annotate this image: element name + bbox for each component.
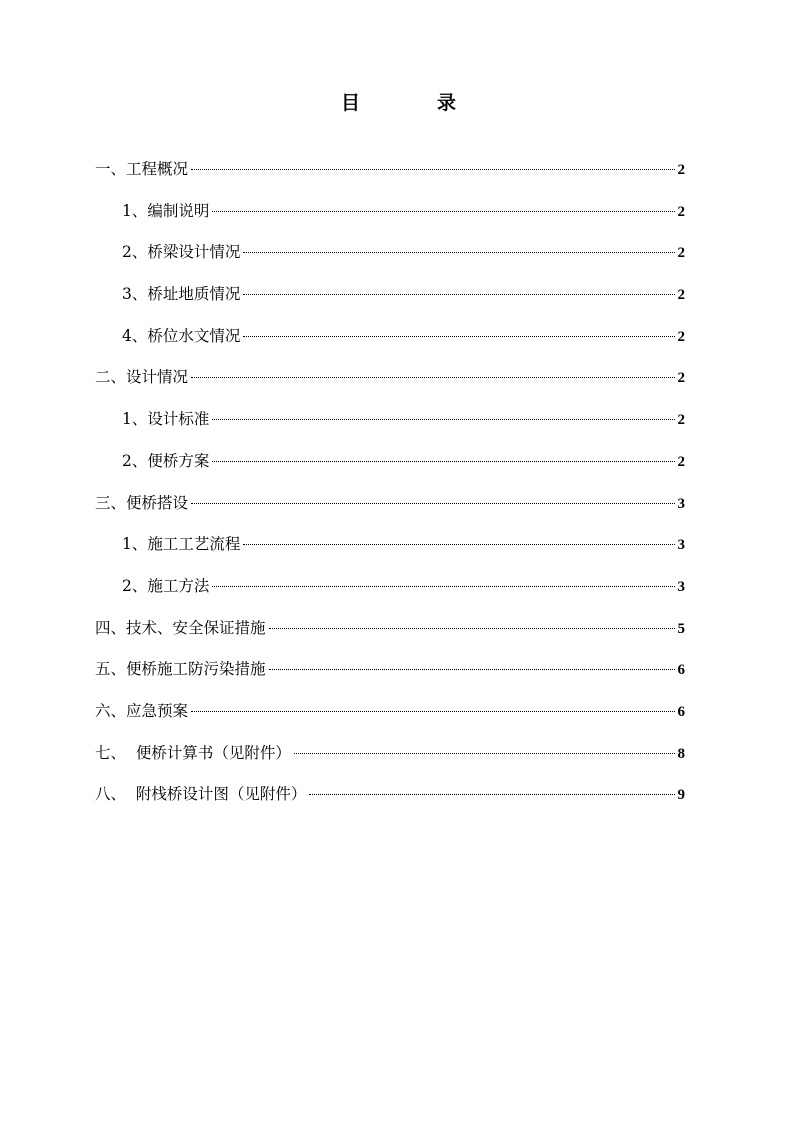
toc-entry-label: 2、桥梁设计情况 [122, 243, 241, 262]
toc-entry-page-number: 2 [677, 328, 685, 345]
toc-dot-leader [191, 711, 675, 712]
toc-dot-leader [243, 294, 675, 295]
toc-entry-page-number: 2 [677, 287, 685, 304]
toc-entry-page-number: 3 [677, 495, 685, 512]
toc-entry[interactable] [95, 530, 685, 572]
toc-dot-leader [243, 544, 675, 545]
toc-entry-label: 一、工程概况 [95, 160, 189, 178]
toc-dot-leader [309, 794, 675, 795]
toc-dot-leader [269, 628, 675, 629]
toc-entry[interactable] [95, 280, 685, 322]
page-title [0, 90, 794, 116]
toc-entry-label: 1、施工工艺流程 [122, 535, 241, 554]
toc-dot-leader [191, 377, 675, 378]
toc-entry-page-number: 2 [677, 245, 685, 262]
toc-entry-label: 1、设计标准 [122, 410, 210, 429]
toc-dot-leader [243, 336, 675, 337]
toc-entry-page-number: 6 [677, 662, 685, 679]
toc-entry[interactable] [95, 322, 685, 364]
toc-entry[interactable] [95, 572, 685, 614]
toc-entry[interactable] [95, 739, 685, 781]
toc-entry[interactable] [95, 655, 685, 697]
toc-entry-label: 二、设计情况 [95, 368, 189, 387]
toc-entry-page-number: 2 [677, 412, 685, 429]
toc-entry-page-number: 3 [677, 578, 685, 595]
toc-entry-page-number: 5 [677, 620, 685, 637]
table-of-contents [95, 155, 685, 822]
toc-entry-label: 3、桥址地质情况 [122, 285, 241, 304]
toc-dot-leader [269, 669, 675, 670]
toc-entry-page-number: 8 [677, 745, 685, 762]
toc-entry[interactable] [95, 780, 685, 822]
toc-entry-page-number: 3 [677, 537, 685, 554]
toc-entry-label: 八、 附栈桥设计图（见附件） [95, 785, 307, 804]
toc-entry-label: 2、施工方法 [122, 576, 210, 595]
toc-entry[interactable] [95, 405, 685, 447]
toc-dot-leader [191, 169, 675, 170]
toc-entry[interactable] [95, 697, 685, 739]
toc-entry-page-number: 2 [677, 162, 685, 178]
toc-dot-leader [212, 211, 675, 212]
toc-entry[interactable] [95, 197, 685, 239]
toc-dot-leader [191, 503, 675, 504]
toc-entry-label: 2、便桥方案 [122, 451, 210, 470]
toc-entry-label: 六、应急预案 [95, 701, 189, 720]
toc-entry-page-number: 2 [677, 453, 685, 470]
toc-entry-page-number: 9 [677, 787, 685, 804]
title-char-2: 录 [437, 92, 457, 114]
toc-entry-page-number: 6 [677, 703, 685, 720]
toc-entry-label: 四、技术、安全保证措施 [95, 618, 266, 637]
toc-entry-label: 七、 便桥计算书（见附件） [95, 743, 291, 762]
toc-entry[interactable] [95, 447, 685, 489]
toc-entry-page-number: 2 [677, 370, 685, 387]
toc-entry-label: 4、桥位水文情况 [122, 326, 241, 345]
toc-entry[interactable] [95, 363, 685, 405]
toc-entry-label: 三、便桥搭设 [95, 493, 189, 512]
toc-dot-leader [212, 461, 675, 462]
toc-entry[interactable] [95, 614, 685, 656]
toc-entry[interactable] [95, 489, 685, 531]
toc-entry-label: 1、编制说明 [122, 201, 210, 220]
toc-entry[interactable] [95, 155, 685, 197]
title-char-1: 目 [341, 92, 361, 114]
toc-dot-leader [212, 419, 675, 420]
toc-dot-leader [212, 586, 675, 587]
toc-dot-leader [294, 753, 675, 754]
toc-dot-leader [243, 252, 675, 253]
toc-entry-label: 五、便桥施工防污染措施 [95, 660, 266, 679]
toc-entry[interactable] [95, 238, 685, 280]
toc-entry-page-number: 2 [677, 203, 685, 220]
